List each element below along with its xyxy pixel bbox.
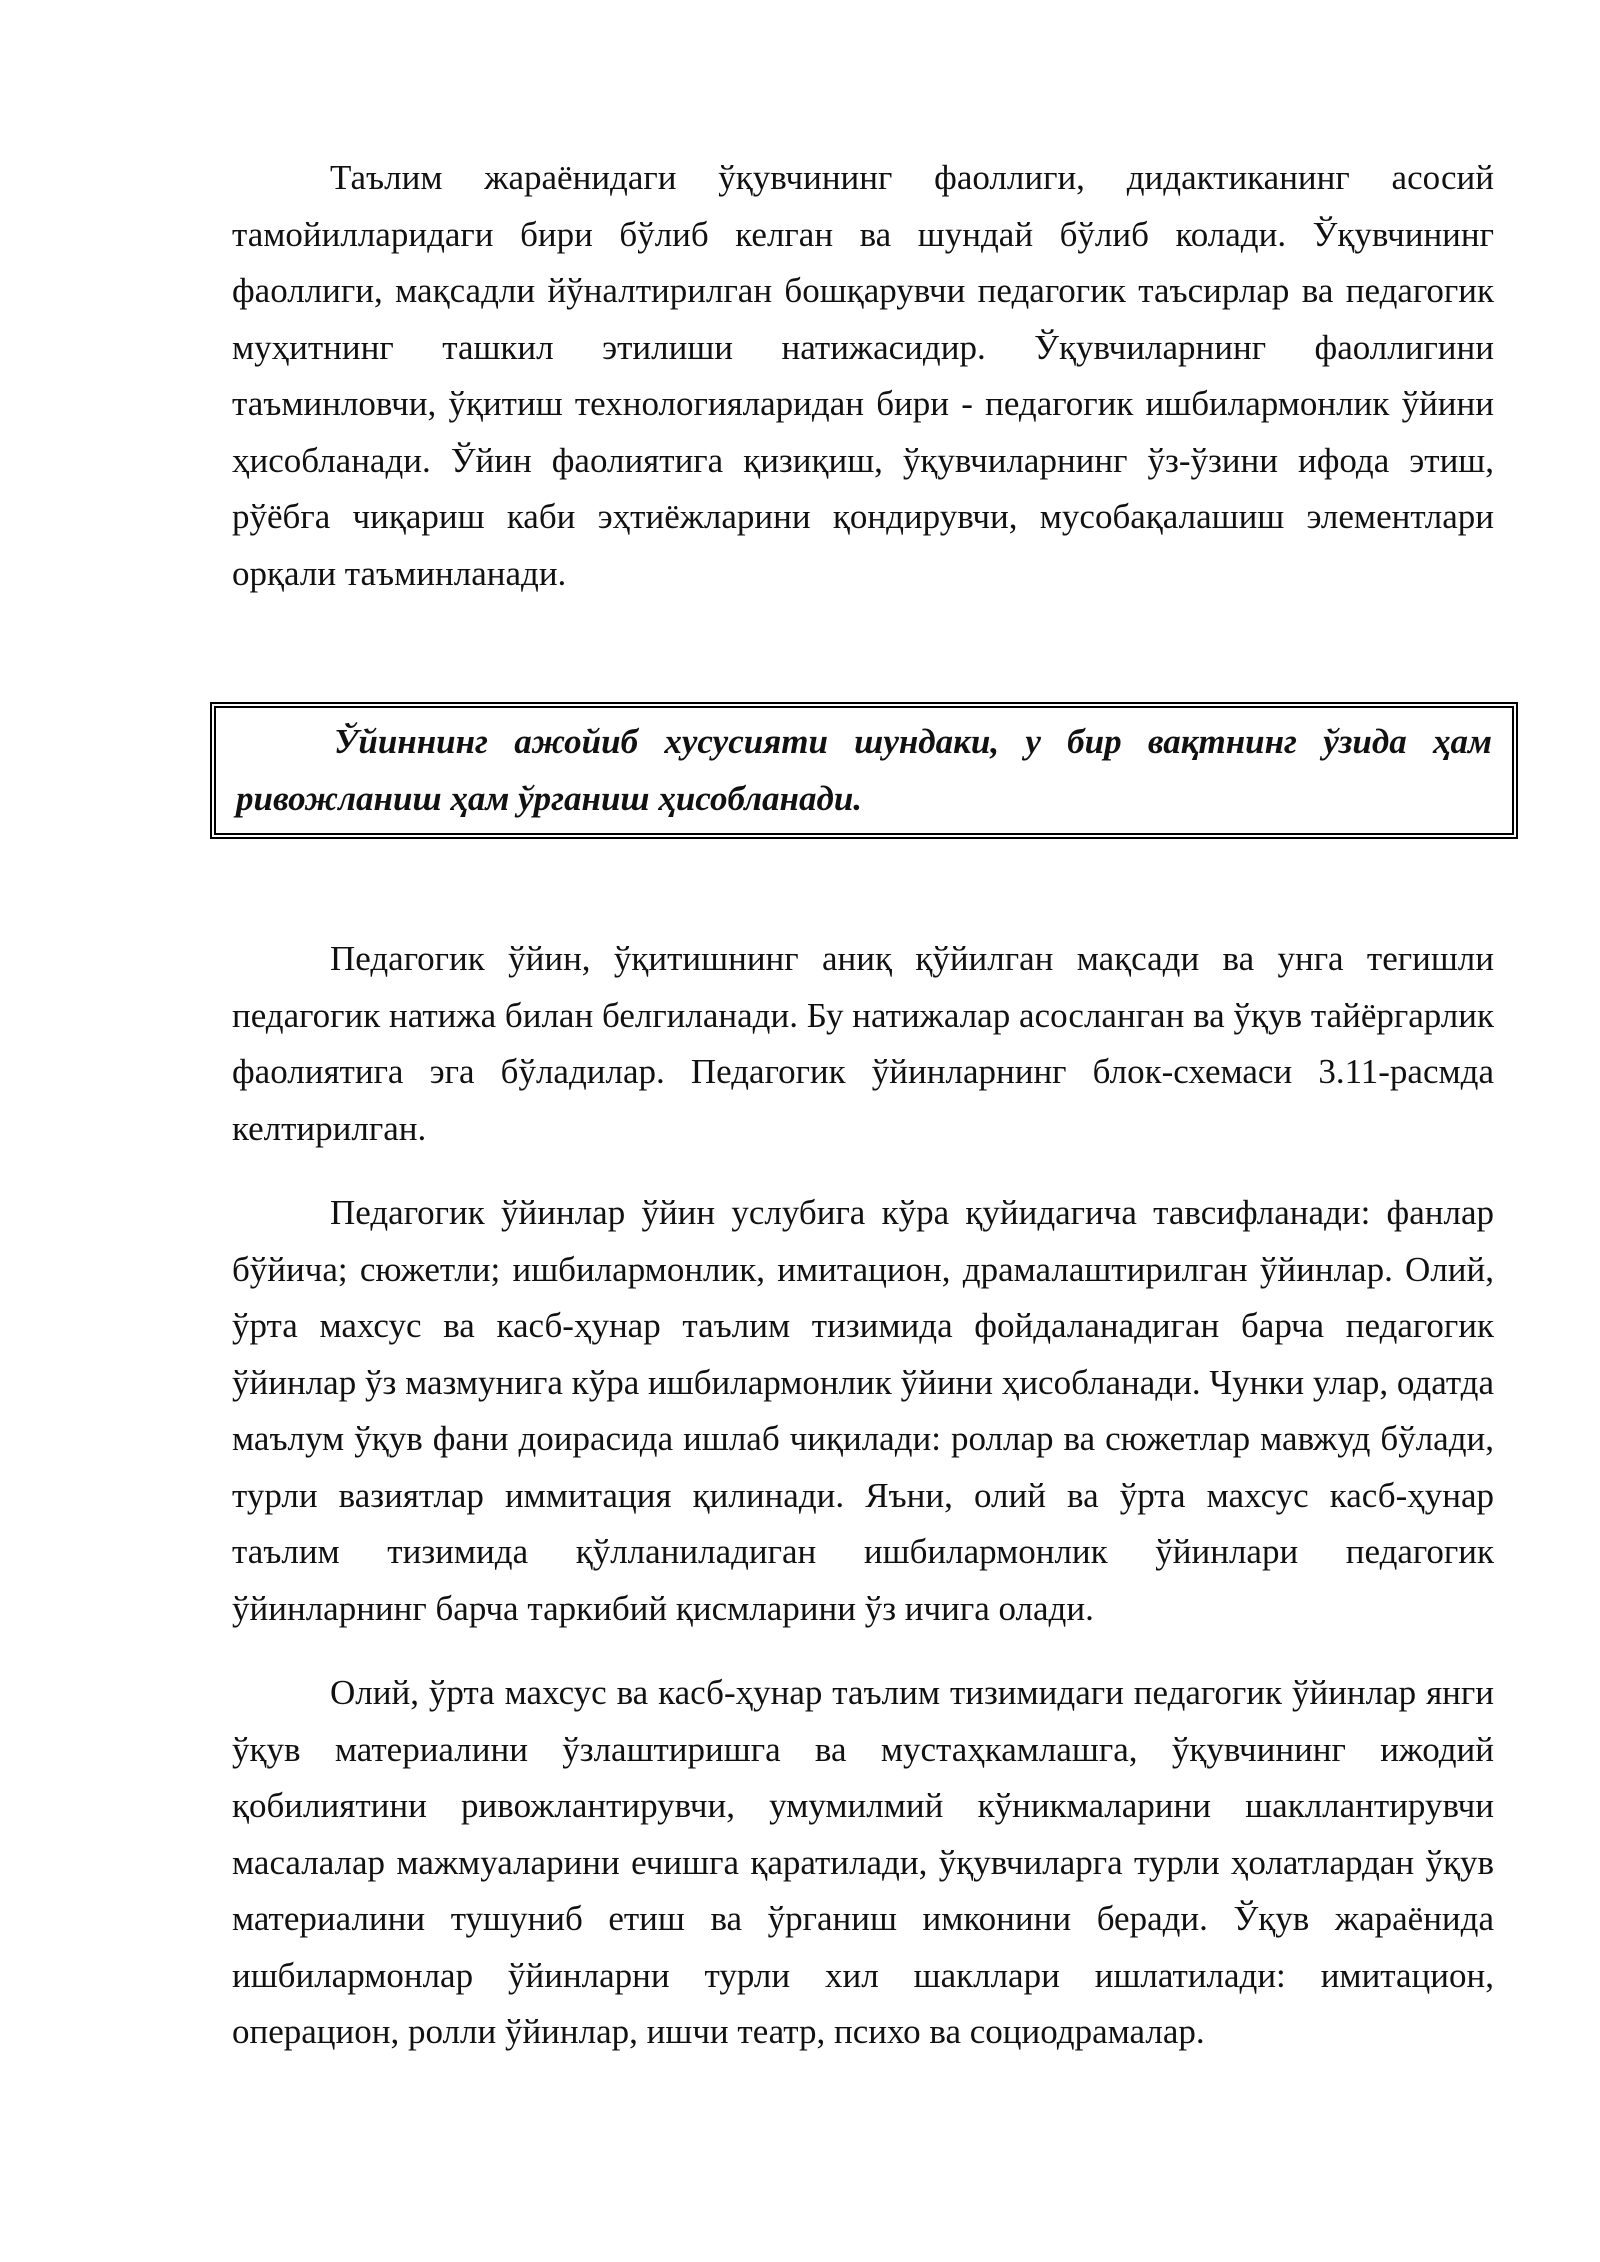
callout-text: Ўйиннинг ажойиб хусусияти шундаки, у бир вақтнинг ўзида ҳам ривожланиш ҳам ўрганиш ҳисобланади. (236, 722, 1492, 818)
paragraph-game-types: Педагогик ўйинлар ўйин услубига кўра қуйидагича тавсифланади: фанлар бўйича; сюжетли; ишбилармонлик, имитацион, драмалаштирилган ўйинлар. Олий, ўрта махсус ва касб-ҳунар таълим тизимида фойдаланадиган барча педагогик ўйинлар ўз мазмунига кўра ишбилармонлик ўйини ҳисобланади. Чунки улар, одатда маълум ўқув фани доирасида ишлаб чиқилади: роллар ва сюжетлар мавжуд бўлади, турли вазиятлар иммитация қилинади. Яъни, олий ва ўрта махсус касб-ҳунар таълим тизимида қўлланиладиган ишбилармонлик ўйинлари педагогик ўйинларнинг барча таркибий қисмларини ўз ичига олади. (232, 1193, 1494, 1628)
callout-box (210, 702, 1518, 839)
paragraph-pedagogical-game: Педагогик ўйин, ўқитишнинг аниқ қўйилган мақсади ва унга тегишли педагогик натижа билан белгиланади. Бу натижалар асосланган ва ўқув тайёргарлик фаолиятига эга бўладилар. Педагогик ўйинларнинг блок-схемаси 3.11-расмда келтирилган. (232, 939, 1494, 1148)
paragraph-game-forms: Олий, ўрта махсус ва касб-ҳунар таълим тизимидаги педагогик ўйинлар янги ўқув материалини ўзлаштиришга ва мустаҳкамлашга, ўқувчининг ижодий қобилиятини ривожлантирувчи, умумилмий кўникмаларини шакллантирувчи масалалар мажмуаларини ечишга қаратилади, ўқувчиларга турли ҳолатлардан ўқув материалини тушуниб етиш ва ўрганиш имконини беради. Ўқув жараёнида ишбилармонлар ўйинларни турли хил шакллари ишлатилади: имитацион, операцион, ролли ўйинлар, ишчи театр, психо ва социодрамалар. (232, 1673, 1494, 2051)
document-page (232, 150, 1494, 2061)
paragraph-student-activity: Таълим жараёнидаги ўқувчининг фаоллиги, дидактиканинг асосий тамойилларидаги бири бўлиб келган ва шундай бўлиб колади. Ўқувчининг фаоллиги, мақсадли йўналтирилган бошқарувчи педагогик таъсирлар ва педагогик муҳитнинг ташкил этилиши натижасидир. Ўқувчиларнинг фаоллигини таъминловчи, ўқитиш технологияларидан бири - педагогик ишбилармонлик ўйини ҳисобланади. Ўйин фаолиятига қизиқиш, ўқувчиларнинг ўз-ўзини ифода этиш, рўёбга чиқариш каби эҳтиёжларини қондирувчи, мусобақалашиш элементлари орқали таъминланади. (232, 158, 1494, 593)
